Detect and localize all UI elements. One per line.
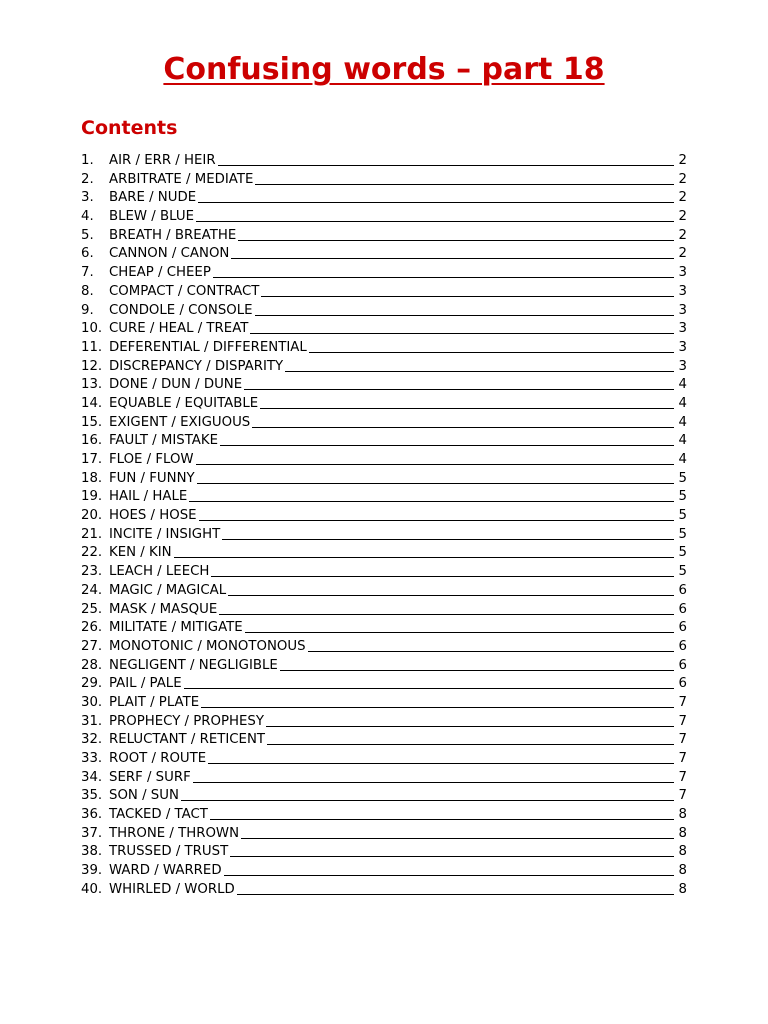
toc-entry-page-number: 8 (678, 881, 687, 897)
toc-entry[interactable] (81, 339, 687, 358)
toc-entry[interactable] (81, 713, 687, 732)
toc-entry-number: 12. (81, 358, 103, 374)
toc-entry-number: 29. (81, 676, 103, 692)
toc-entry-number: 9. (81, 302, 94, 318)
toc-entry-page-number: 2 (678, 153, 687, 168)
toc-entry-label: DISCREPANCY / DISPARITY (109, 358, 284, 374)
toc-entry-leader (267, 731, 674, 745)
toc-entry[interactable] (81, 208, 687, 227)
toc-entry-leader (199, 507, 674, 521)
toc-entry-leader (219, 601, 674, 615)
toc-entry[interactable] (81, 470, 687, 489)
toc-entry[interactable] (81, 171, 687, 190)
toc-entry-label: EXIGENT / EXIGUOUS (109, 414, 251, 430)
toc-entry[interactable] (81, 675, 687, 694)
toc-entry-number: 2. (81, 171, 94, 187)
toc-entry-page-number: 7 (678, 732, 687, 748)
toc-entry-label: WARD / WARRED (109, 863, 222, 879)
toc-entry-number: 17. (81, 452, 103, 467)
toc-entry-label: RELUCTANT / RETICENT (109, 732, 266, 748)
toc-entry-leader (208, 750, 674, 764)
toc-entry-number: 37. (81, 825, 103, 841)
toc-entry-page-number: 2 (678, 190, 687, 206)
toc-entry-number: 20. (81, 508, 103, 524)
toc-entry-number: 30. (81, 694, 103, 710)
toc-entry[interactable] (81, 432, 687, 451)
toc-entry-page-number: 6 (678, 620, 687, 636)
toc-entry[interactable] (81, 862, 687, 881)
toc-entry[interactable] (81, 731, 687, 750)
toc-entry-leader (231, 245, 674, 259)
toc-entry-leader (260, 395, 674, 409)
toc-entry[interactable] (81, 750, 687, 769)
toc-entry[interactable] (81, 694, 687, 713)
toc-entry-number: 10. (81, 321, 103, 337)
toc-entry[interactable] (81, 414, 687, 433)
toc-entry[interactable] (81, 619, 687, 638)
toc-entry[interactable] (81, 806, 687, 825)
toc-entry-leader (261, 283, 674, 297)
toc-entry-leader (210, 806, 674, 820)
toc-entry-label: BARE / NUDE (109, 190, 197, 206)
toc-entry-label: COMPACT / CONTRACT (109, 283, 260, 299)
toc-entry[interactable] (81, 843, 687, 862)
toc-entry-page-number: 5 (678, 508, 687, 524)
toc-entry-page-number: 7 (678, 751, 687, 766)
toc-entry-leader (213, 264, 674, 278)
toc-entry-leader (309, 339, 674, 353)
toc-entry-leader (255, 171, 674, 185)
toc-entry-number: 14. (81, 395, 103, 411)
toc-entry-label: TRUSSED / TRUST (109, 844, 229, 860)
toc-entry[interactable] (81, 245, 687, 264)
toc-entry-number: 27. (81, 638, 103, 654)
toc-entry-page-number: 5 (678, 545, 687, 561)
toc-entry-page-number: 3 (678, 283, 687, 299)
toc-entry[interactable] (81, 769, 687, 788)
toc-entry[interactable] (81, 601, 687, 620)
toc-entry-leader (189, 488, 674, 502)
toc-entry-label: DEFERENTIAL / DIFFERENTIAL (109, 339, 307, 355)
toc-entry[interactable] (81, 563, 687, 582)
toc-entry-label: INCITE / INSIGHT (109, 526, 221, 542)
toc-entry-page-number: 7 (678, 769, 687, 785)
toc-entry-number: 7. (81, 265, 94, 281)
toc-entry-label: NEGLIGENT / NEGLIGIBLE (109, 657, 278, 673)
toc-entry-page-number: 6 (678, 582, 687, 598)
toc-entry-number: 39. (81, 863, 103, 879)
toc-entry-page-number: 6 (678, 638, 687, 654)
toc-entry-number: 21. (81, 526, 103, 542)
toc-entry-label: MASK / MASQUE (109, 601, 218, 617)
toc-entry[interactable] (81, 881, 687, 900)
toc-entry-leader (250, 320, 674, 334)
table-of-contents (81, 152, 687, 900)
toc-entry-number: 38. (81, 844, 103, 860)
toc-entry-page-number: 3 (678, 302, 687, 318)
toc-entry-number: 6. (81, 246, 94, 262)
toc-entry-label: THRONE / THROWN (109, 825, 240, 841)
toc-entry-leader (211, 563, 674, 577)
toc-entry-label: FLOE / FLOW (109, 452, 194, 467)
toc-entry-page-number: 4 (678, 433, 687, 449)
toc-entry-page-number: 6 (678, 657, 687, 673)
toc-entry-label: MILITATE / MITIGATE (109, 620, 243, 636)
toc-entry-number: 4. (81, 209, 94, 225)
toc-entry-label: AIR / ERR / HEIR (109, 153, 216, 168)
toc-entry-page-number: 2 (678, 246, 687, 262)
toc-entry-leader (224, 862, 674, 876)
toc-entry-label: WHIRLED / WORLD (109, 881, 235, 897)
toc-entry-page-number: 5 (678, 470, 687, 486)
toc-entry-page-number: 3 (678, 265, 687, 281)
toc-entry-label: TACKED / TACT (109, 807, 208, 823)
toc-entry-leader (237, 881, 674, 895)
toc-entry-leader (244, 376, 674, 390)
toc-entry-leader (181, 787, 674, 801)
contents-heading: Contents (81, 117, 178, 139)
toc-entry[interactable] (81, 376, 687, 395)
toc-entry[interactable] (81, 526, 687, 545)
toc-entry-page-number: 3 (678, 358, 687, 374)
toc-entry-page-number: 7 (678, 788, 687, 804)
toc-entry-page-number: 2 (678, 227, 687, 243)
toc-entry-leader (238, 227, 674, 241)
toc-entry-label: CHEAP / CHEEP (109, 265, 211, 281)
toc-entry-leader (220, 432, 674, 446)
toc-entry-label: SON / SUN (109, 788, 179, 804)
toc-entry[interactable] (81, 582, 687, 601)
toc-entry-number: 35. (81, 788, 103, 804)
toc-entry[interactable] (81, 152, 687, 171)
toc-entry[interactable] (81, 320, 687, 339)
toc-entry-number: 18. (81, 470, 103, 486)
toc-entry-page-number: 6 (678, 676, 687, 692)
toc-entry-label: SERF / SURF (109, 769, 191, 785)
toc-entry-number: 16. (81, 433, 103, 449)
toc-entry-number: 31. (81, 713, 103, 729)
toc-entry-label: BLEW / BLUE (109, 209, 195, 225)
toc-entry-number: 15. (81, 414, 103, 430)
toc-entry-leader (197, 470, 674, 484)
toc-entry-number: 26. (81, 620, 103, 636)
toc-entry-page-number: 7 (678, 694, 687, 710)
toc-entry-label: MAGIC / MAGICAL (109, 582, 227, 598)
toc-entry[interactable] (81, 638, 687, 657)
toc-entry-label: ARBITRATE / MEDIATE (109, 171, 254, 187)
toc-entry[interactable] (81, 264, 687, 283)
toc-entry-label: CANNON / CANON (109, 246, 230, 262)
toc-entry-number: 23. (81, 564, 103, 580)
toc-entry[interactable] (81, 451, 687, 470)
toc-entry-page-number: 5 (678, 526, 687, 542)
toc-entry-number: 36. (81, 807, 103, 823)
toc-entry-leader (280, 657, 674, 671)
toc-entry[interactable] (81, 227, 687, 246)
toc-entry-leader (308, 638, 674, 652)
toc-entry-page-number: 8 (678, 844, 687, 860)
toc-entry[interactable] (81, 488, 687, 507)
toc-entry-page-number: 3 (678, 339, 687, 355)
toc-entry-number: 24. (81, 582, 103, 598)
toc-entry-label: PLAIT / PLATE (109, 694, 200, 710)
toc-entry-leader (252, 414, 674, 428)
toc-entry-leader (218, 152, 674, 166)
toc-entry-leader (222, 526, 674, 540)
toc-entry-label: KEN / KIN (109, 545, 172, 561)
toc-entry-number: 8. (81, 283, 94, 299)
toc-entry[interactable] (81, 544, 687, 563)
toc-entry-leader (174, 544, 674, 558)
toc-entry-page-number: 5 (678, 489, 687, 505)
toc-entry-number: 3. (81, 190, 94, 206)
toc-entry-label: PAIL / PALE (109, 676, 182, 692)
toc-entry-label: FAULT / MISTAKE (109, 433, 219, 449)
toc-entry[interactable] (81, 302, 687, 321)
toc-entry-number: 22. (81, 545, 103, 561)
toc-entry-number: 28. (81, 657, 103, 673)
toc-entry-label: MONOTONIC / MONOTONOUS (109, 638, 306, 654)
toc-entry-label: LEACH / LEECH (109, 564, 210, 580)
toc-entry-leader (245, 619, 674, 633)
toc-entry-leader (285, 358, 674, 372)
toc-entry-number: 13. (81, 377, 103, 393)
toc-entry-number: 19. (81, 489, 103, 505)
toc-entry[interactable] (81, 283, 687, 302)
toc-entry-page-number: 2 (678, 209, 687, 225)
toc-entry-label: CONDOLE / CONSOLE (109, 302, 253, 318)
toc-entry-leader (196, 451, 674, 465)
toc-entry-number: 33. (81, 751, 103, 766)
toc-entry-page-number: 2 (678, 171, 687, 187)
toc-entry-page-number: 5 (678, 564, 687, 580)
toc-entry-leader (241, 825, 674, 839)
toc-entry-page-number: 8 (678, 863, 687, 879)
toc-entry-leader (255, 302, 674, 316)
toc-entry-number: 11. (81, 339, 103, 355)
toc-entry-page-number: 7 (678, 713, 687, 729)
toc-entry-leader (184, 675, 674, 689)
toc-entry[interactable] (81, 189, 687, 208)
toc-entry[interactable] (81, 787, 687, 806)
toc-entry-leader (230, 843, 674, 857)
toc-entry-number: 32. (81, 732, 103, 748)
toc-entry-label: FUN / FUNNY (109, 470, 195, 486)
toc-entry-page-number: 6 (678, 601, 687, 617)
page-title: Confusing words – part 18 (163, 52, 605, 87)
toc-entry-label: CURE / HEAL / TREAT (109, 321, 249, 337)
toc-entry-label: DONE / DUN / DUNE (109, 377, 243, 393)
toc-entry-leader (198, 189, 674, 203)
toc-entry-number: 1. (81, 153, 94, 168)
toc-entry-page-number: 4 (678, 377, 687, 393)
toc-entry[interactable] (81, 395, 687, 414)
toc-entry-label: EQUABLE / EQUITABLE (109, 395, 259, 411)
toc-entry-number: 34. (81, 769, 103, 785)
toc-entry[interactable] (81, 657, 687, 676)
toc-entry-label: ROOT / ROUTE (109, 751, 207, 766)
toc-entry-page-number: 8 (678, 825, 687, 841)
toc-entry-leader (196, 208, 674, 222)
toc-entry-page-number: 4 (678, 395, 687, 411)
toc-entry-number: 25. (81, 601, 103, 617)
toc-entry-label: PROPHECY / PROPHESY (109, 713, 264, 729)
toc-entry-leader (193, 769, 674, 783)
toc-entry[interactable] (81, 825, 687, 844)
toc-entry-leader (201, 694, 674, 708)
toc-entry-number: 5. (81, 227, 94, 243)
toc-entry-label: HAIL / HALE (109, 489, 188, 505)
toc-entry[interactable] (81, 358, 687, 377)
toc-entry-label: HOES / HOSE (109, 508, 197, 524)
toc-entry-page-number: 4 (678, 452, 687, 467)
toc-entry-page-number: 8 (678, 807, 687, 823)
toc-entry-leader (266, 713, 674, 727)
toc-entry-leader (228, 582, 674, 596)
toc-entry-number: 40. (81, 881, 103, 897)
toc-entry[interactable] (81, 507, 687, 526)
toc-entry-label: BREATH / BREATHE (109, 227, 237, 243)
toc-entry-page-number: 4 (678, 414, 687, 430)
toc-entry-page-number: 3 (678, 321, 687, 337)
